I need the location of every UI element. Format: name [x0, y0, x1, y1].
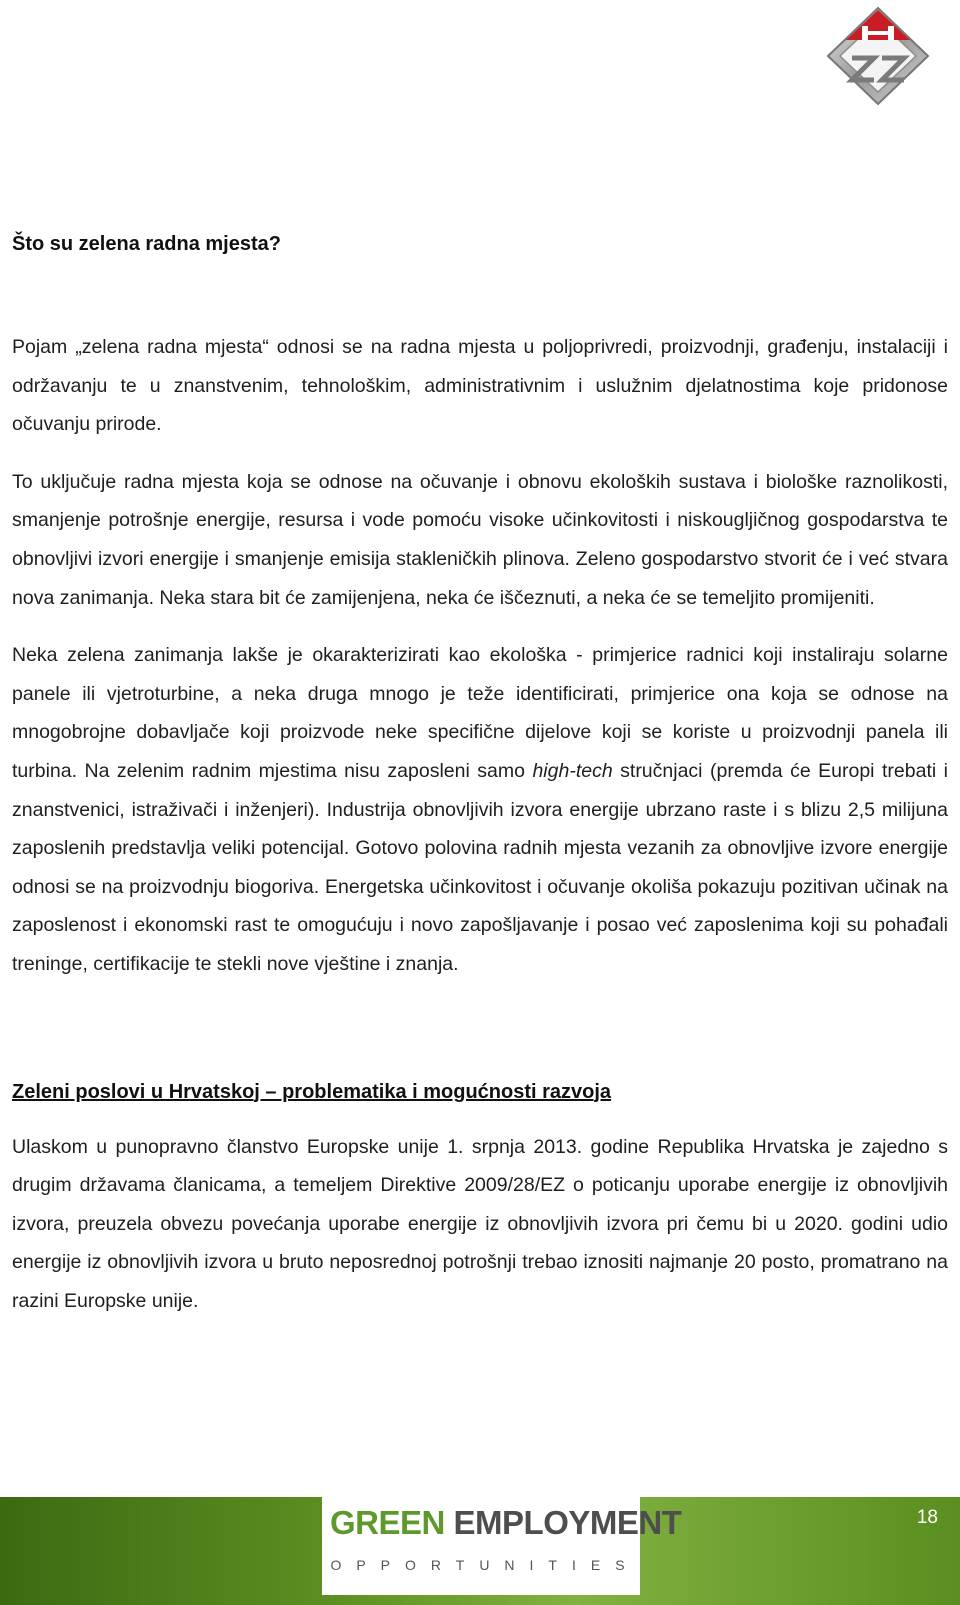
- section-heading: Što su zelena radna mjesta?: [12, 233, 281, 255]
- paragraph: Pojam „zelena radna mjesta“ odnosi se na radna mjesta u poljoprivredi, proizvodnji, građenju, instalaciji i održavanju te u znanstvenim, tehnološkim, administrativnim i uslužnim djelatnostima koje pridonose očuvanju prirode.: [12, 336, 948, 436]
- paragraph-text: Neka zelena zanimanja lakše je okarakterizirati kao ekološka - primjerice radnici koji instaliraju solarne panele ili vjetroturbine, a neka druga mnogo je teže identificirati, primjerice ona koja se odnose na mnogobrojne dobavljače koji proizvode neke specifične dijelove koji se koriste u proizvodnji panela ili turbina. Na zelenim radnim mjestima nisu zaposleni samo: [12, 644, 948, 782]
- paragraph: [12, 636, 948, 983]
- page-number: 18: [916, 1507, 938, 1528]
- hzz-logo-icon: [808, 6, 948, 106]
- paragraph-text: stručnjaci (premda će Europi trebati i znanstvenici, istraživači i inženjeri). Industrija obnovljivih izvora energije ubrzano raste i s blizu 2,5 milijuna zaposlenih predstavlja veliki potencijal. Gotovo polovina radnih mjesta vezanih za obnovljive izvore energije odnosi se na proizvodnju biogoriva. Energetska učinkovitost i očuvanje okoliša pokazuju pozitivan učinak na zaposlenost i ekonomski rast te omogućuju i novo zapošljavanje i posao već zaposlenima koji su pohađali treninge, certifikacije te stekli nove vještine i znanja.: [12, 759, 949, 975]
- green-employment-logo: [322, 1497, 682, 1595]
- paragraph: Ulaskom u punopravno članstvo Europske unije 1. srpnja 2013. godine Republika Hrvatska je zajedno s drugim državama članicama, a temeljem Direktive 2009/28/EZ o poticanju uporabe energije iz obnovljivih izvora, preuzela obvezu povećanja uporabe energije iz obnovljivih izvora pri čemu bi u 2020. godini udio energije iz obnovljivih izvora u bruto neposrednoj potrošnji trebao iznositi najmanje 20 posto, promatrano na razini Europske unije.: [12, 1135, 948, 1312]
- brand-green: GREEN: [330, 1504, 445, 1541]
- footer-bar: [0, 1497, 960, 1605]
- italic-term: high-tech: [532, 759, 613, 782]
- brand-title: [330, 1504, 682, 1542]
- brand-tagline: OPPORTUNITIES: [330, 1557, 640, 1573]
- paragraph: To uključuje radna mjesta koja se odnose na očuvanje i obnovu ekoloških sustava i biološke raznolikosti, smanjenje potrošnje energije, resursa i vode pomoću visoke učinkovitosti i niskougljičnog gospodarstva te obnovljivi izvori energije i smanjenje emisija stakleničkih plinova. Zeleno gospodarstvo stvorit će i već stvara nova zanimanja. Neka stara bit će zamijenjena, neka će iščeznuti, a neka će se temeljito promijeniti.: [12, 470, 948, 609]
- section-heading: Zeleni poslovi u Hrvatskoj – problematika i mogućnosti razvoja: [12, 1080, 612, 1103]
- document-body: [12, 230, 948, 1320]
- brand-employment: EMPLOYMENT: [453, 1504, 682, 1541]
